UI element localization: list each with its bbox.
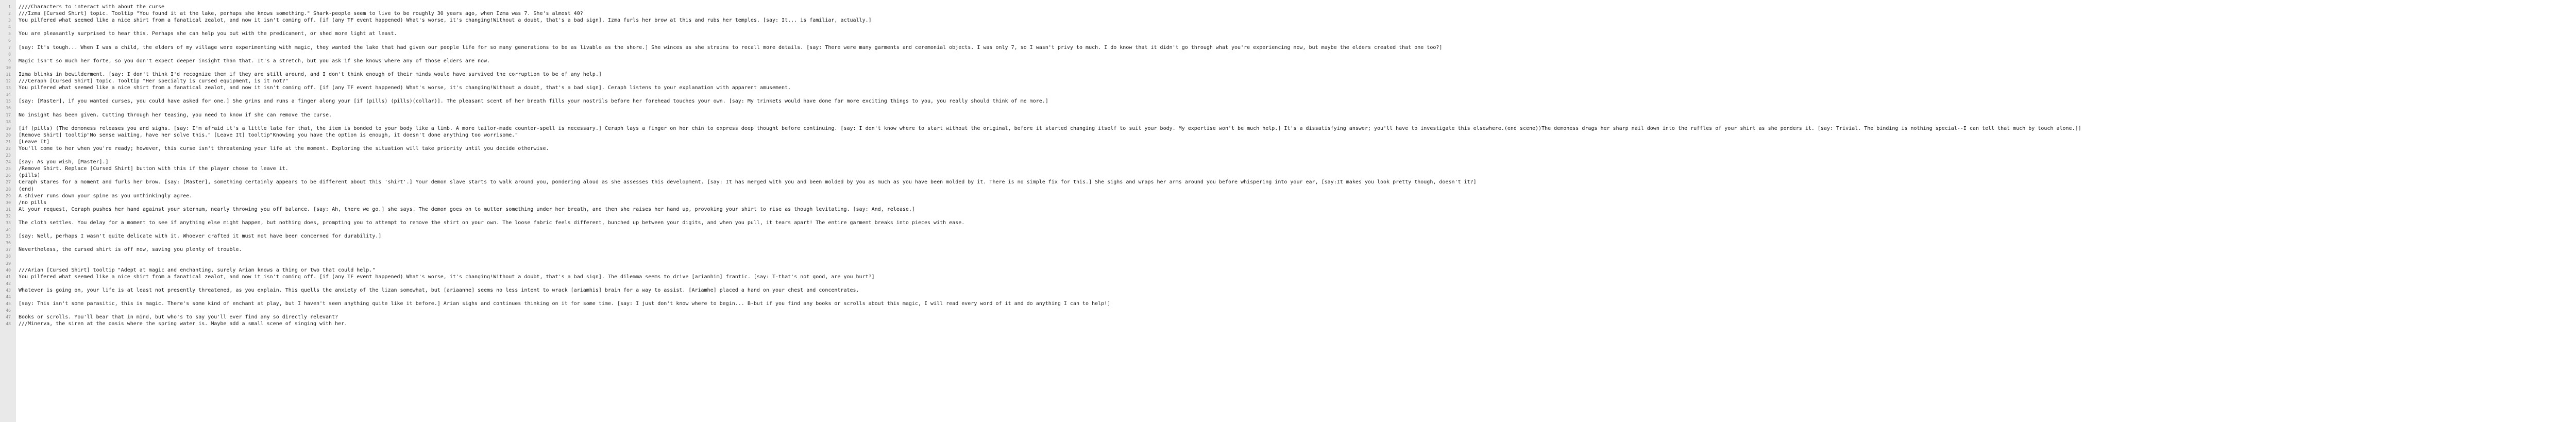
line-number: 9 — [8, 58, 11, 63]
code-line[interactable]: Nevertheless, the cursed shirt is off now, saving you plenty of trouble. — [19, 247, 242, 253]
code-line[interactable] — [19, 240, 2576, 246]
line-number: 48 — [6, 322, 11, 327]
code-line[interactable] — [19, 91, 2576, 98]
code-line[interactable]: Ceraph stares for a moment and furls her brow. [say: [Master], something certainly appears to be different about this 'shirt'.] Your demon slave starts to walk around you, pondering aloud as she assesses this development. [say: It has merged with you and been molded by you as much as you have been molded by it. There is no simple fix for this.] She sighs and wraps her arms around you before whispering into your ear, [say:It makes you look pretty though, doesn't it?] — [19, 179, 1477, 185]
code-line[interactable]: You are pleasantly surprised to hear this. Perhaps she can help you out with the predicament, or shed more light at least. — [19, 31, 397, 37]
code-line[interactable]: You pilfered what seemed like a nice shirt from a fanatical zealot, and now it isn't coming off. [if (any TF event happened) What's worse, it's changing!Without a doubt, that's a bad sign]. Izma furls her brow at this and rubs her temples. [say: It... is familiar, actually.] — [19, 18, 872, 24]
code-line[interactable] — [19, 37, 2576, 44]
code-line[interactable] — [19, 24, 2576, 30]
line-number: 38 — [6, 254, 11, 259]
line-number: 39 — [6, 261, 11, 266]
code-line[interactable]: (end) — [19, 186, 35, 192]
code-line[interactable] — [19, 152, 2576, 159]
code-line[interactable]: A shiver runs down your spine as you unthinkingly agree. — [19, 193, 193, 199]
line-number: 11 — [6, 72, 11, 77]
line-number: 12 — [6, 79, 11, 84]
line-number: 2 — [8, 11, 11, 16]
line-number: 24 — [6, 160, 11, 165]
line-number-gutter — [0, 0, 15, 422]
code-line[interactable]: You pilfered what seemed like a nice shirt from a fanatical zealot, and now it isn't coming off. [if (any TF event happened) What's worse, it's changing!Without a doubt, that's a bad sign]. The dilemma seems to drive [arianhim] frantic. [say: T-that's not good, are you hurt?] — [19, 274, 875, 280]
line-number: 30 — [6, 200, 11, 205]
line-number: 4 — [8, 25, 11, 30]
line-number: 23 — [6, 153, 11, 158]
code-line[interactable] — [19, 307, 2576, 314]
code-line[interactable]: At your request, Ceraph pushes her hand against your sternum, nearly throwing you off balance. [say: Ah, there we go.] she says. The demon goes on to mutter something under her breath, and then she raises her hand up, provoking your shirt to rise as though levitating. [say: And, release.] — [19, 206, 915, 212]
line-number: 5 — [8, 31, 11, 37]
code-line[interactable]: ////Characters to interact with about the curse — [19, 4, 164, 10]
code-line[interactable]: [if (pills) (The demoness releases you and sighs. [say: I'm afraid it's a little late for that, the item is bonded to your body like a limb. A more tailor-made counter-spell is necessary.] Ceraph lays a finger on her chin to express deep thought before continuing. [say: I don't know where to start without the original, before it started changing itself to suit your body. My expertise won't be much help.] It's a dissatisfying answer; you'll have to investigate this elsewhere.(end scene))The demoness drags her sharp nail down into the ruffles of your shirt as she ponders it. [say: Trivial. The binding is nothing special--I can tell that much by touch alone.]] — [19, 125, 2081, 131]
code-line[interactable] — [19, 105, 2576, 111]
code-line[interactable]: Whatever is going on, your life is at least not presently threatened, as you explain. This quells the anxiety of the lizan somewhat, but [ariaanhe] seems no less intent to wrack [ariamhis] brain for a way to assist. [Ariamhe] placed a hand on your chest and concentrates. — [19, 287, 859, 293]
code-line[interactable]: [Remove Shirt] tooltip"No sense waiting, have her solve this." [Leave It] tooltip"Knowing you have the option is enough, it doesn't done anything too worrisome." — [19, 132, 518, 138]
code-line[interactable] — [19, 253, 2576, 260]
code-line[interactable]: [say: This isn't some parasitic, this is magic. There's some kind of enchant at play, but I haven't seen anything quite like it before.] Arian sighs and continues thinking on it for some time. [say: I just don't know where to begin... B-but if you find any books or scrolls about this magic, I will read every word of it and do anything I can to help!] — [19, 301, 1111, 307]
line-number: 6 — [8, 38, 11, 43]
line-number: 8 — [8, 52, 11, 57]
code-line[interactable]: Izma blinks in bewilderment. [say: I don't think I'd recognize them if they are still around, and I don't think enough of their minds would have survived the corruption to be of any help.] — [19, 71, 602, 77]
line-number: 18 — [6, 119, 11, 124]
line-number: 35 — [6, 234, 11, 239]
code-line[interactable] — [19, 64, 2576, 71]
line-number: 43 — [6, 288, 11, 293]
code-line[interactable] — [19, 119, 2576, 125]
code-area[interactable] — [15, 0, 2576, 422]
code-line[interactable] — [19, 226, 2576, 233]
line-number: 42 — [6, 281, 11, 286]
code-line[interactable]: [say: As you wish, [Master].] — [19, 159, 109, 165]
line-number: 44 — [6, 295, 11, 300]
line-number: 37 — [6, 247, 11, 252]
line-number: 34 — [6, 227, 11, 232]
code-line[interactable] — [19, 213, 2576, 220]
code-line[interactable]: You'll come to her when you're ready; however, this curse isn't threatening your life at the moment. Exploring the situation will take priority until you decide otherwise. — [19, 145, 549, 151]
line-number: 21 — [6, 139, 11, 144]
code-line[interactable]: ///Ceraph [Cursed Shirt] topic. Tooltip "Her specialty is cursed equipment, is it not?" — [19, 78, 289, 85]
code-line[interactable]: [Leave It] — [19, 139, 50, 145]
code-line[interactable]: (pills) — [19, 173, 41, 179]
line-number: 20 — [6, 132, 11, 138]
code-line[interactable]: [say: Well, perhaps I wasn't quite delicate with it. Whoever crafted it must not have been concerned for durability.] — [19, 233, 382, 240]
code-line[interactable]: /no pills — [19, 199, 47, 206]
code-line[interactable] — [19, 280, 2576, 287]
line-number: 41 — [6, 274, 11, 279]
line-number: 33 — [6, 221, 11, 225]
code-line[interactable]: [say: [Master], if you wanted curses, you could have asked for one.] She grins and runs a finger along your [if (pills) (pills)(collar)]. The pleasant scent of her breath fills your nostrils before her forehead touches your own. [say: My trinkets would have done far more exciting things to you, you really should think of me more.] — [19, 98, 1048, 105]
line-number: 22 — [6, 146, 11, 151]
line-number: 28 — [6, 187, 11, 192]
line-number: 31 — [6, 207, 11, 212]
line-number: 7 — [8, 45, 11, 50]
code-line[interactable]: The cloth settles. You delay for a moment to see if anything else might happen, but nothing does, prompting you to attempt to remove the shirt on your own. The loose fabric feels different, bunched up between your digits, and when you pull, it tears apart! The entire garment breaks into pieces with ease. — [19, 220, 965, 226]
line-number: 3 — [8, 18, 11, 23]
line-number: 15 — [6, 99, 11, 104]
code-line[interactable]: Books or scrolls. You'll bear that in mind, but who's to say you'll ever find any so directly relevant? — [19, 314, 338, 320]
code-line[interactable]: /Remove Shirt. Replace [Cursed Shirt] button with this if the player chose to leave it. — [19, 166, 289, 172]
line-number: 45 — [6, 301, 11, 307]
line-number: 29 — [6, 193, 11, 198]
line-number: 14 — [6, 92, 11, 97]
code-line[interactable]: Magic isn't so much her forte, so you don't expect deeper insight than that. It's a stretch, but you ask if she knows where any of those elders are now. — [19, 58, 490, 64]
line-number: 1 — [8, 5, 11, 9]
code-line[interactable] — [19, 294, 2576, 300]
line-number: 27 — [6, 180, 11, 185]
code-line[interactable]: You pilfered what seemed like a nice shirt from a fanatical zealot, and now it isn't coming off. [if (any TF event happened) What's worse, it's changing!Without a doubt, that's a bad sign]. Ceraph listens to your explanation with apparent amusement. — [19, 85, 791, 91]
line-number: 46 — [6, 308, 11, 313]
line-number: 40 — [6, 267, 11, 273]
code-line[interactable]: ///Minerva, the siren at the oasis where the spring water is. Maybe add a small scene of singing with her. — [19, 321, 348, 327]
line-number: 16 — [6, 106, 11, 111]
line-number: 47 — [6, 315, 11, 320]
line-number: 26 — [6, 173, 11, 178]
line-number: 25 — [6, 166, 11, 172]
code-line[interactable]: ///Arian [Cursed Shirt] tooltip "Adept at magic and enchanting, surely Arian knows a thing or two that could help." — [19, 267, 376, 273]
code-line[interactable] — [19, 260, 2576, 267]
code-line[interactable]: No insight has been given. Cutting through her teasing, you need to know if she can remove the curse. — [19, 112, 332, 118]
code-line[interactable]: ///Izma [Cursed Shirt] topic. Tooltip "You found it at the lake, perhaps she knows something." Shark-people seem to live to be roughly 30 years ago, when Izma was 7. She's almost 40? — [19, 11, 583, 17]
line-number: 17 — [6, 112, 11, 117]
line-number: 32 — [6, 213, 11, 218]
code-line[interactable]: [say: It's tough... When I was a child, the elders of my village were experimenting with magic, they wanted the lake that had given our people life for so many generations to be as livable as the shore.] She winces as she strains to recall more details. [say: There were many garments and ceremonial objects. I was only 7, so I wasn't privy to much. I do know that it didn't go through what you're experiencing now, but maybe the elders created that one too?] — [19, 44, 1443, 50]
line-number: 10 — [6, 65, 11, 70]
code-line[interactable] — [19, 51, 2576, 58]
line-number: 13 — [6, 86, 11, 91]
line-number: 36 — [6, 241, 11, 246]
line-number: 19 — [6, 126, 11, 131]
